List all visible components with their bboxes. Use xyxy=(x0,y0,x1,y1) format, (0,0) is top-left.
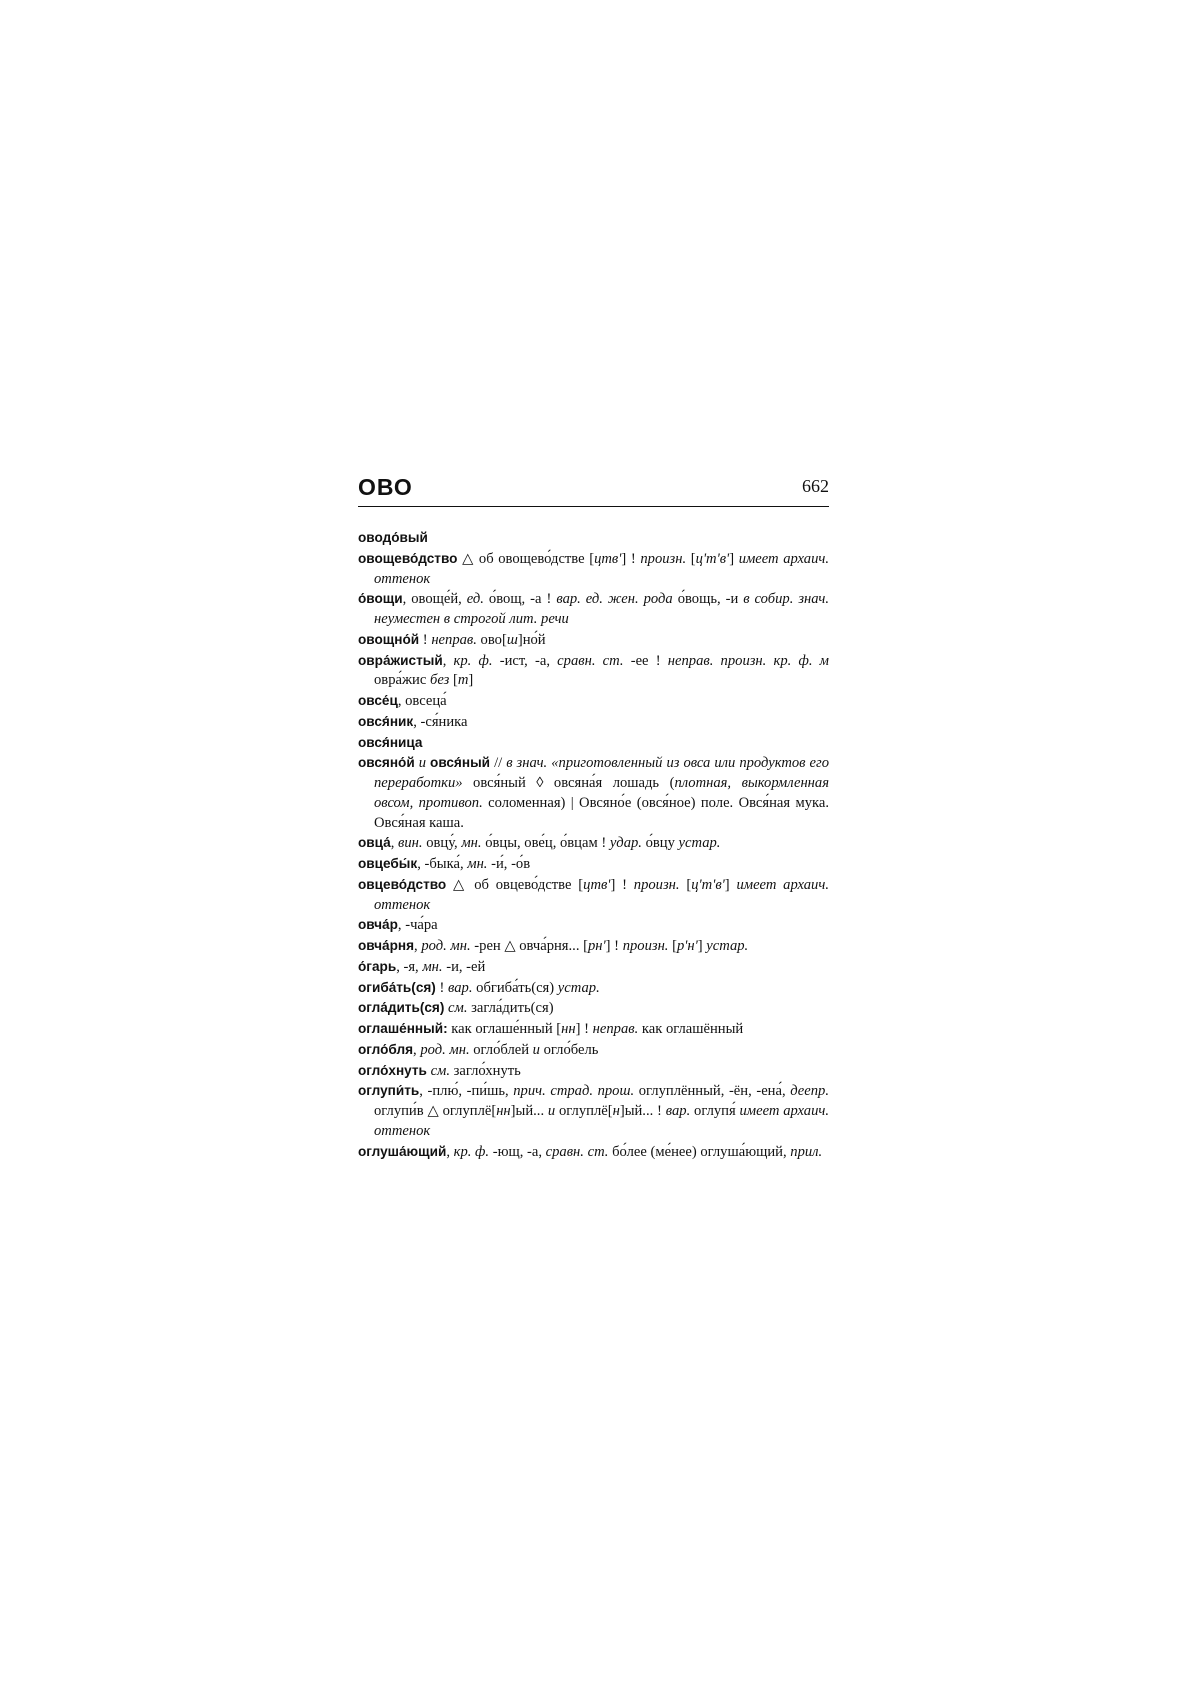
entry-text: ]ый... xyxy=(510,1103,548,1119)
grammar-label: имеет архаич. оттенок xyxy=(374,876,829,913)
grammar-label: произн. xyxy=(622,938,669,954)
grammar-label: неправ. xyxy=(592,1021,639,1037)
entry-text: ] ! xyxy=(621,550,641,567)
headword: овсе́ц xyxy=(358,693,398,708)
grammar-label: вар. xyxy=(448,979,473,996)
grammar-label: цтв' xyxy=(594,550,622,567)
entry-text: оглупи́в △ оглуплё[ xyxy=(374,1103,497,1119)
header-rule xyxy=(358,506,829,507)
entry-text: о́вощ, -а ! xyxy=(483,591,557,608)
entry-text: [ xyxy=(449,672,458,689)
entry-text: △ об овцево́дстве [ xyxy=(446,876,584,893)
entry-text: ] xyxy=(697,938,707,954)
headword: огло́хнуть xyxy=(358,1062,427,1078)
headword: огла́дить(ся) xyxy=(358,1000,445,1016)
grammar-label: цтв' xyxy=(583,876,611,893)
entry-text: , овоще́й, xyxy=(402,591,467,608)
entry-text: оглуплё[ xyxy=(555,1103,613,1119)
entry-text: ]ый... ! xyxy=(619,1103,666,1119)
headword: оводо́вый xyxy=(358,530,428,545)
grammar-label: в собир. знач. неуместен в строгой лит. речи xyxy=(374,591,829,627)
entry-text: ] ! xyxy=(610,876,634,893)
grammar-label: мн. xyxy=(461,835,482,852)
headword: оглаше́нный: xyxy=(358,1021,448,1036)
grammar-label: род. мн. xyxy=(420,1041,470,1058)
grammar-label: сравн. ст. xyxy=(557,652,624,669)
grammar-label: род. мн. xyxy=(421,938,471,954)
headword: о́вощи xyxy=(358,591,403,607)
grammar-label: деепр. xyxy=(790,1083,829,1100)
dictionary-entry xyxy=(358,733,829,754)
headword: овцебы́к xyxy=(358,856,418,871)
entry-text: ] xyxy=(724,876,737,893)
dictionary-entry xyxy=(358,753,829,833)
entry-text: , -быка́, xyxy=(417,856,468,872)
dictionary-entry xyxy=(358,1142,829,1163)
entry-text: как оглаше́нный [ xyxy=(447,1021,562,1037)
entry-text: как оглашённый xyxy=(638,1021,744,1037)
entry-text: , xyxy=(446,1143,454,1160)
headword: овощево́дство xyxy=(358,550,458,566)
grammar-label: удар. xyxy=(609,835,642,852)
grammar-label: ц'т'в' xyxy=(691,876,725,893)
dictionary-entry xyxy=(358,1019,829,1040)
grammar-label: см. xyxy=(448,1000,468,1017)
grammar-label: р'н' xyxy=(676,938,698,954)
headword: овощно́й xyxy=(358,631,420,647)
dictionary-entry xyxy=(358,589,829,630)
grammar-label: нн xyxy=(496,1103,511,1119)
entry-text: оглупя́ xyxy=(690,1103,740,1119)
dictionary-entry xyxy=(358,528,829,549)
entry-text: [ xyxy=(686,550,696,567)
entry-text: соломенная) | Овсяно́е (овся́ное) поле. Овся́ная мука. Овся́ная каша. xyxy=(374,794,830,831)
headword: овся́ник xyxy=(358,713,414,729)
entry-text: ] xyxy=(468,672,474,689)
dictionary-entry xyxy=(358,978,829,999)
dictionary-entries xyxy=(358,528,829,1162)
entry-text: , xyxy=(413,1041,421,1058)
grammar-label: в знач. «приготовленный из овса или продуктов его переработки» xyxy=(374,755,829,791)
entry-text: ! xyxy=(419,631,432,648)
headword: овсяно́й xyxy=(358,755,415,771)
entry-text: -и, -ей xyxy=(442,958,486,975)
page-header xyxy=(358,474,829,508)
entry-text: , -ся́ника xyxy=(413,713,468,730)
headword: овся́ница xyxy=(358,734,423,750)
headword: огло́бля xyxy=(358,1041,414,1057)
entry-text: о́вощь, -и xyxy=(672,591,744,608)
entry-text: ] ! xyxy=(575,1021,593,1037)
entry-text: , xyxy=(390,835,399,852)
entry-text: -рен △ овча́рня... [ xyxy=(470,938,588,954)
grammar-label: вар. ед. жен. рода xyxy=(556,591,673,608)
entry-text: , xyxy=(442,652,454,669)
dictionary-entry xyxy=(358,957,829,978)
entry-text: оглуплённый, -ён, -ена́, xyxy=(634,1083,791,1100)
dictionary-entry xyxy=(358,691,829,712)
entry-text: ово[ xyxy=(476,631,507,648)
entry-text: , xyxy=(414,938,422,954)
entry-text: , -ча́ра xyxy=(397,917,438,934)
headword: огиба́ть(ся) xyxy=(358,979,436,995)
headword: овра́жистый xyxy=(358,652,443,668)
grammar-label: рн' xyxy=(587,938,606,954)
grammar-label: вар. xyxy=(665,1103,691,1119)
grammar-label: ед. xyxy=(466,591,484,608)
entry-text: загла́дить(ся) xyxy=(467,1000,554,1017)
running-head: ОВО xyxy=(358,474,413,500)
grammar-label: мн. xyxy=(422,958,443,975)
dictionary-entry xyxy=(358,998,829,1019)
grammar-label: и xyxy=(532,1041,540,1058)
grammar-label: имеет архаич. оттенок xyxy=(374,550,830,587)
entry-text: бо́лее (ме́нее) оглуша́ющий, xyxy=(608,1143,791,1160)
dictionary-entry xyxy=(358,875,829,916)
grammar-label: прич. страд. прош. xyxy=(513,1083,635,1100)
page-number: 662 xyxy=(802,476,829,496)
grammar-label: без xyxy=(429,672,450,689)
headword: овца́ xyxy=(358,835,391,851)
entry-text: о́вцы, ове́ц, о́вцам ! xyxy=(481,835,610,852)
grammar-label: произн. xyxy=(633,876,680,893)
entry-text: // xyxy=(490,755,507,772)
grammar-label: и xyxy=(547,1103,556,1119)
dictionary-entry xyxy=(358,936,829,957)
grammar-label: кр. ф. xyxy=(453,652,493,669)
grammar-label: неправ. xyxy=(431,631,477,648)
entry-text: -ист, -а, xyxy=(492,652,558,669)
dictionary-entry xyxy=(358,915,829,936)
headword: овцево́дство xyxy=(358,876,447,892)
grammar-label: и xyxy=(418,755,427,772)
entry-text: [ xyxy=(668,938,677,954)
entry-text: , овсеца́ xyxy=(397,693,447,709)
entry-text: огло́бель xyxy=(539,1041,599,1058)
grammar-label: мн. xyxy=(467,856,488,872)
grammar-label: ш xyxy=(506,631,518,648)
grammar-label: устар. xyxy=(706,938,749,954)
dictionary-entry xyxy=(358,1081,829,1141)
dictionary-entry xyxy=(358,651,829,692)
headword: овся́ный xyxy=(430,755,491,771)
entry-text: овся́ный ◊ овсяна́я лошадь ( xyxy=(462,775,675,791)
entry-text: [ xyxy=(679,876,692,893)
entry-text: , -плю́, -пи́шь, xyxy=(419,1083,514,1100)
grammar-label: прил. xyxy=(790,1143,823,1160)
headword: овча́р xyxy=(358,917,398,933)
entry-text: загло́хнуть xyxy=(450,1062,521,1079)
grammar-label: нн xyxy=(561,1021,576,1037)
grammar-label: устар. xyxy=(557,979,600,996)
grammar-label: устар. xyxy=(678,835,721,852)
entry-text: ] ! xyxy=(605,938,623,954)
grammar-label: произн. xyxy=(640,550,687,567)
entry-text: △ об овощево́дстве [ xyxy=(457,550,595,567)
dictionary-entry xyxy=(358,1061,829,1082)
dictionary-entry xyxy=(358,833,829,854)
grammar-label: кр. ф. xyxy=(453,1143,490,1160)
grammar-label: сравн. ст. xyxy=(545,1143,609,1160)
entry-text: ]но́й xyxy=(517,631,546,648)
entry-text: ] xyxy=(729,550,739,567)
entry-text: -ее ! xyxy=(623,652,668,669)
entry-text: -и́, -о́в xyxy=(487,856,531,872)
dictionary-entry xyxy=(358,1040,829,1061)
grammar-label: т xyxy=(457,672,469,689)
entry-text: -ющ, -а, xyxy=(489,1143,546,1160)
grammar-label: вин. xyxy=(398,835,423,852)
dictionary-entry xyxy=(358,854,829,875)
grammar-label: ц'т'в' xyxy=(695,550,730,567)
headword: о́гарь xyxy=(358,958,397,974)
grammar-label: неправ. произн. кр. ф. м xyxy=(667,652,829,669)
entry-text: овцу́, xyxy=(422,835,462,852)
entry-text: о́вцу xyxy=(641,835,679,852)
grammar-label: имеет архаич. оттенок xyxy=(374,1103,829,1139)
entry-text: овра́жис xyxy=(374,672,430,689)
grammar-label: см. xyxy=(430,1062,451,1079)
headword: овча́рня xyxy=(358,938,415,953)
dictionary-entry xyxy=(358,712,829,733)
grammar-label: плотная, выкормленная овсом, противоп. xyxy=(374,775,829,811)
dictionary-entry xyxy=(358,549,829,590)
headword: оглуша́ющий xyxy=(358,1143,447,1159)
headword: оглупи́ть xyxy=(358,1083,420,1099)
entry-text: огло́блей xyxy=(469,1041,533,1058)
entry-text: ! xyxy=(435,979,449,996)
grammar-label: н xyxy=(612,1103,620,1119)
dictionary-entry xyxy=(358,630,829,651)
entry-text: обгиба́ть(ся) xyxy=(472,979,558,996)
entry-text: , -я, xyxy=(396,958,423,975)
